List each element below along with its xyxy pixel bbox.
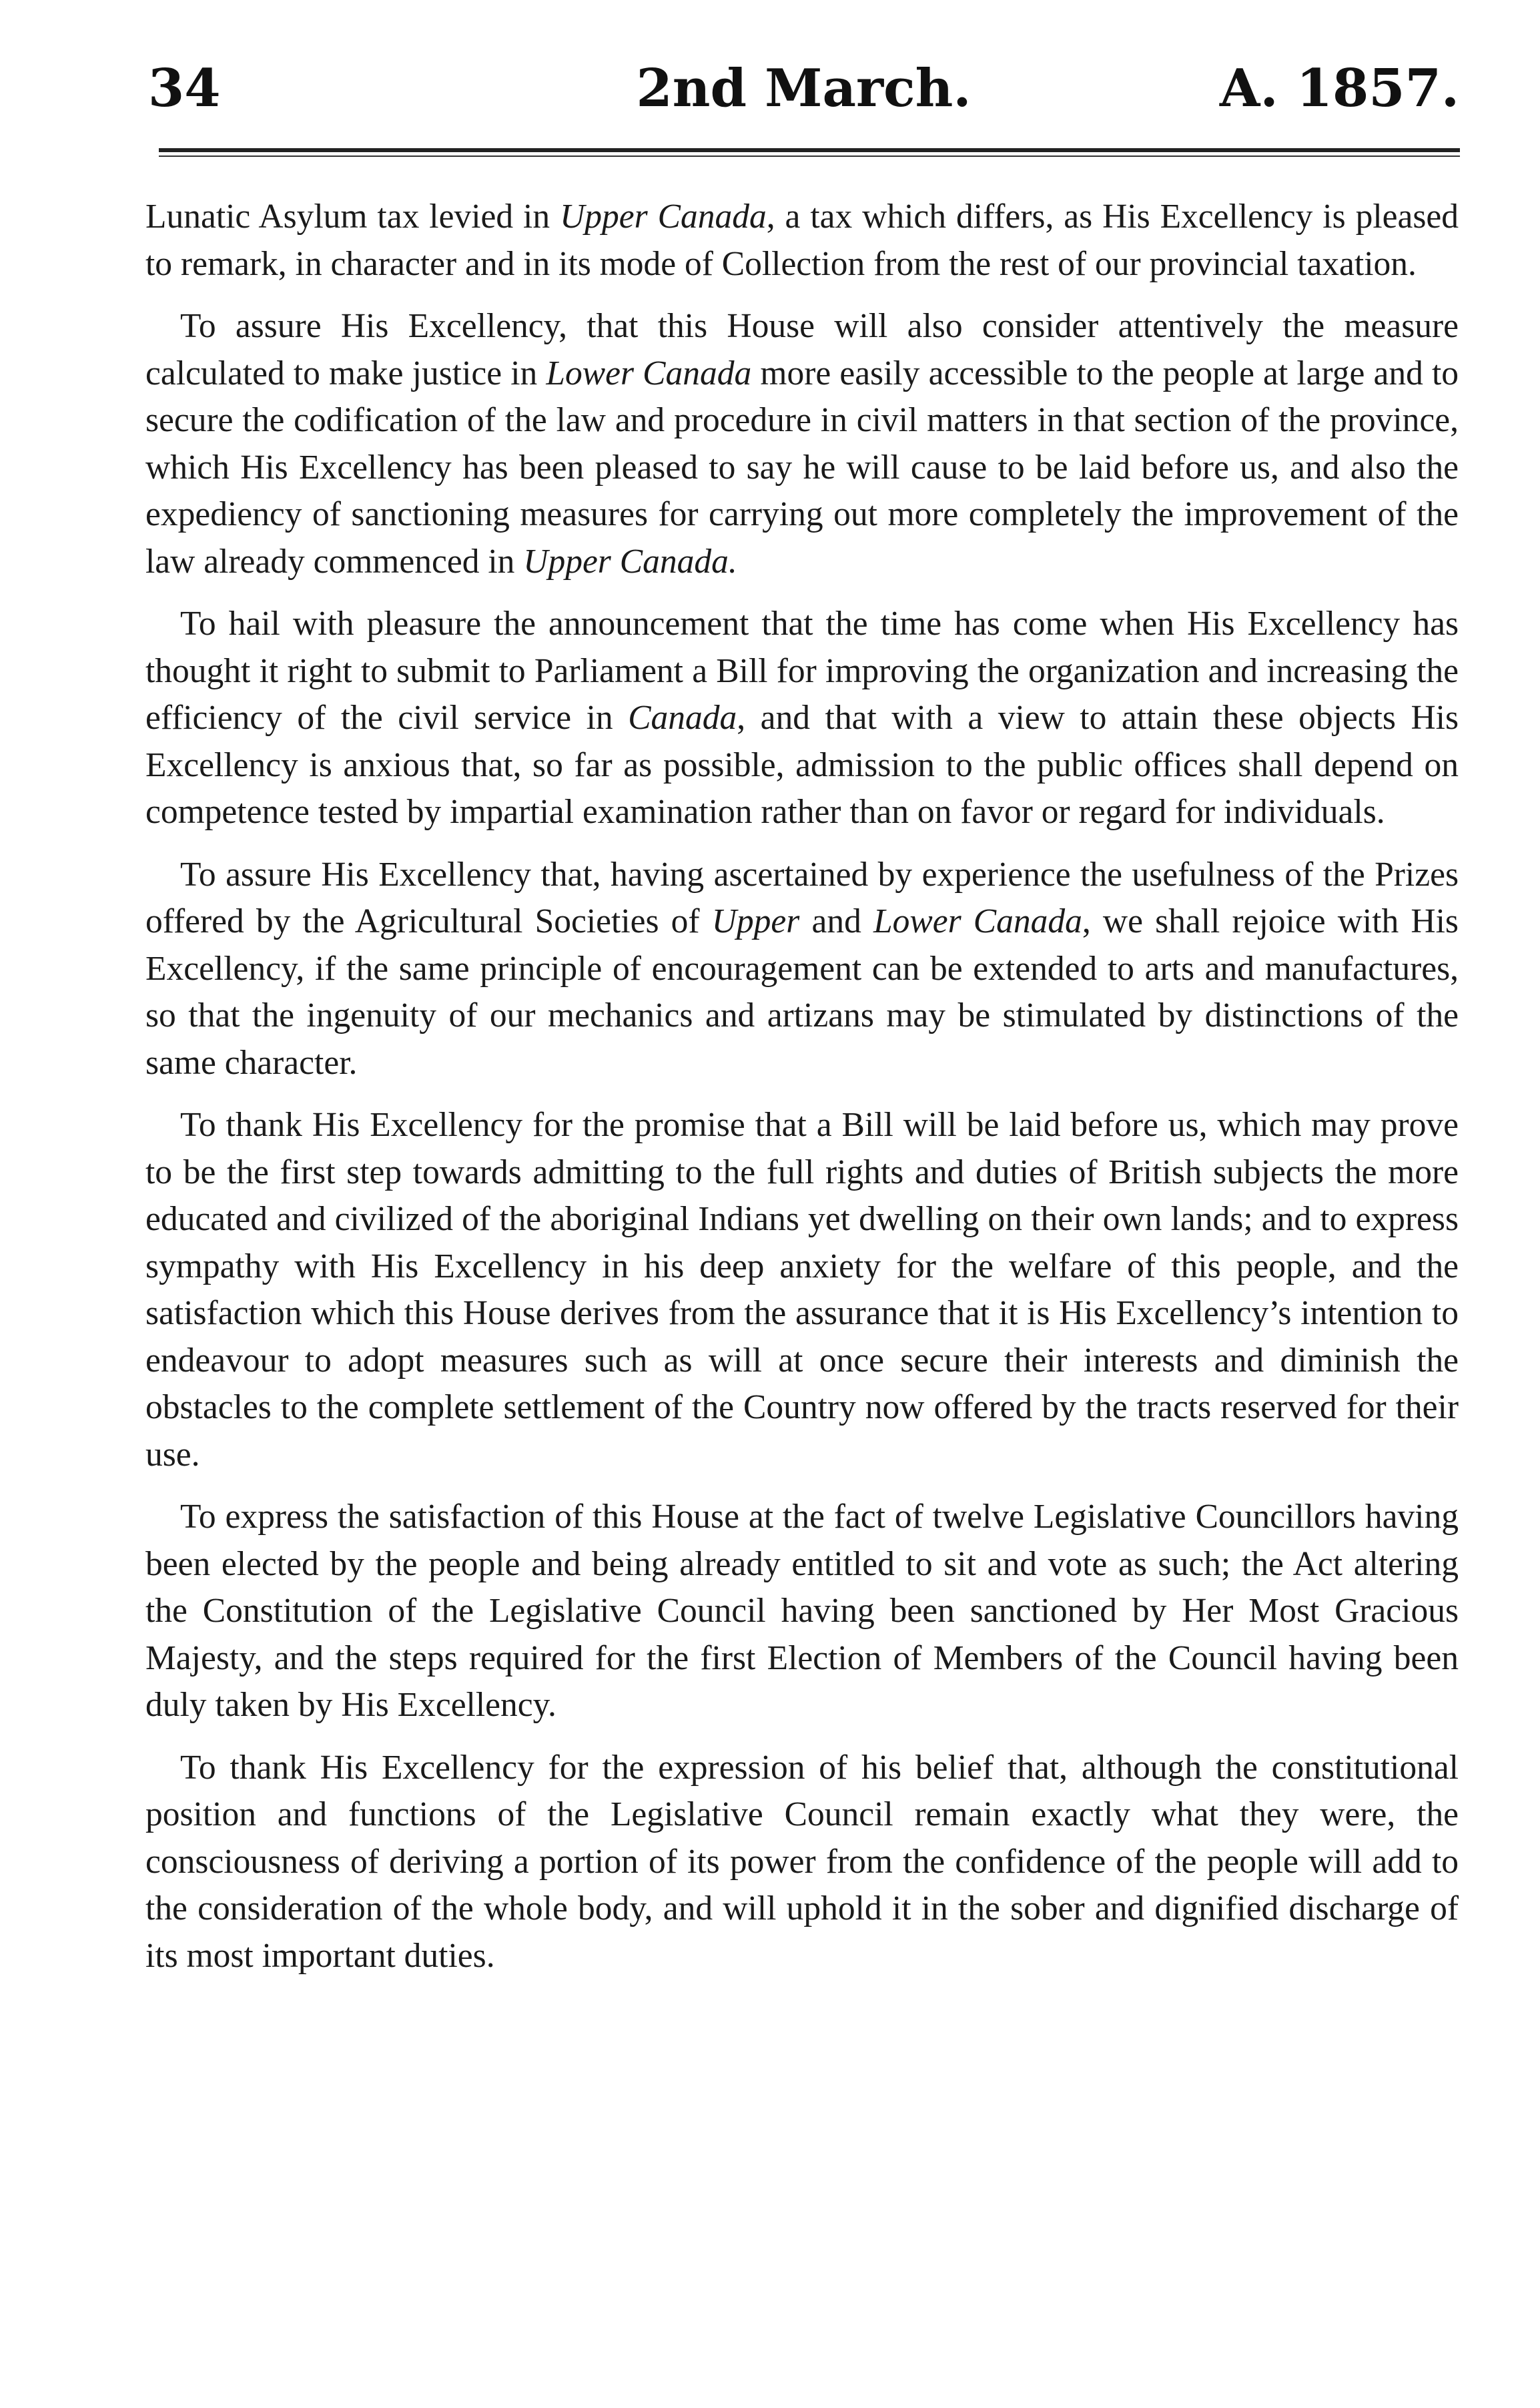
text-run: and bbox=[799, 902, 873, 940]
paragraph bbox=[145, 1745, 1459, 1980]
paragraph bbox=[145, 194, 1459, 288]
italic-run: Upper Canada bbox=[560, 198, 767, 236]
text-run: To hail with pleasure the announcement that the time has come when His Excellency has thought it right to submit to Parliament a Bill for improving the organization and increasing the efficiency of the civil service in bbox=[145, 605, 1459, 737]
italic-run: Lower Canada bbox=[873, 902, 1082, 940]
page-header bbox=[148, 52, 1459, 125]
header-rule bbox=[159, 148, 1460, 152]
paragraph bbox=[145, 1102, 1459, 1478]
text-run: , a tax which differs, as His Excellency is pleased to remark, in character and in its mode of Collection from the rest of our provincial taxation. bbox=[145, 198, 1459, 283]
text-run: To express the satisfaction of this House at the fact of twelve Legislative Councillors having been elected by the people and being already entitled to sit and vote as such; the Act altering the Constitution of the Legislative Council having been sanctioned by Her Most Gracious Majesty, and the steps required for the first Election of Members of the Council having been duly taken by His Excellency. bbox=[145, 1498, 1459, 1724]
document-body bbox=[145, 194, 1459, 1995]
paragraph bbox=[145, 303, 1459, 585]
italic-run: Lower Canada bbox=[546, 354, 752, 392]
header-date: 2nd March. bbox=[636, 58, 972, 119]
text-run: more easily accessible to the people at large and to secure the codification of the law and procedure in civil matters in that section of the province, which His Excellency has been pleased to say he will cause to be laid before us, and also the expediency of sanctioning measures for carrying out more completely the improvement of the law already commenced in bbox=[145, 354, 1459, 581]
text-run: To assure His Excellency that, having ascertained by experience the usefulness of the Prizes offered by the Agricultural Societies of bbox=[145, 855, 1459, 940]
paragraph bbox=[145, 601, 1459, 836]
text-run: , and that with a view to attain these objects His Excellency is anxious that, so far as possible, admission to the public offices shall depend on competence tested by impartial examination rather than on favor or regard for individuals. bbox=[145, 699, 1459, 831]
italic-run: Upper Canada. bbox=[523, 542, 737, 581]
text-run: Lunatic Asylum tax levied in bbox=[145, 198, 560, 236]
header-rule-thin bbox=[159, 156, 1460, 157]
text-run: To assure His Excellency, that this House will also consider attentively the measure calculated to make justice in bbox=[145, 307, 1459, 392]
text-run: To thank His Excellency for the expression of his belief that, although the constitutional position and functions of the Legislative Council remain exactly what they were, the consciousness of deriving a portion of its power from the confidence of the people will add to the consideration of the whole body, and will uphold it in the sober and dignified discharge of its most important duties. bbox=[145, 1748, 1459, 1975]
italic-run: Upper bbox=[711, 902, 800, 940]
paragraph bbox=[145, 1494, 1459, 1729]
text-run: To thank His Excellency for the promise that a Bill will be laid before us, which may prove to be the first step towards admitting to the full rights and duties of British subjects the more educated and civilized of the aboriginal Indians yet dwelling on their own lands; and to express sympathy with His Excellency in his deep anxiety for the welfare of this people, and the satisfaction which this House derives from the assurance that it is His Excellency’s intention to endeavour to adopt measures such as will at once secure their interests and diminish the obstacles to the complete settlement of the Country now offered by the tracts reserved for their use. bbox=[145, 1106, 1459, 1474]
italic-run: Canada bbox=[628, 699, 737, 737]
paragraph bbox=[145, 852, 1459, 1087]
header-year: A. 1857. bbox=[1219, 58, 1459, 119]
text-run: , we shall rejoice with His Excellency, if the same principle of encouragement can be extended to arts and manufactures, so that the ingenuity of our mechanics and artizans may be stimulated by distinctions of the same character. bbox=[145, 902, 1459, 1082]
page-number: 34 bbox=[148, 58, 221, 119]
